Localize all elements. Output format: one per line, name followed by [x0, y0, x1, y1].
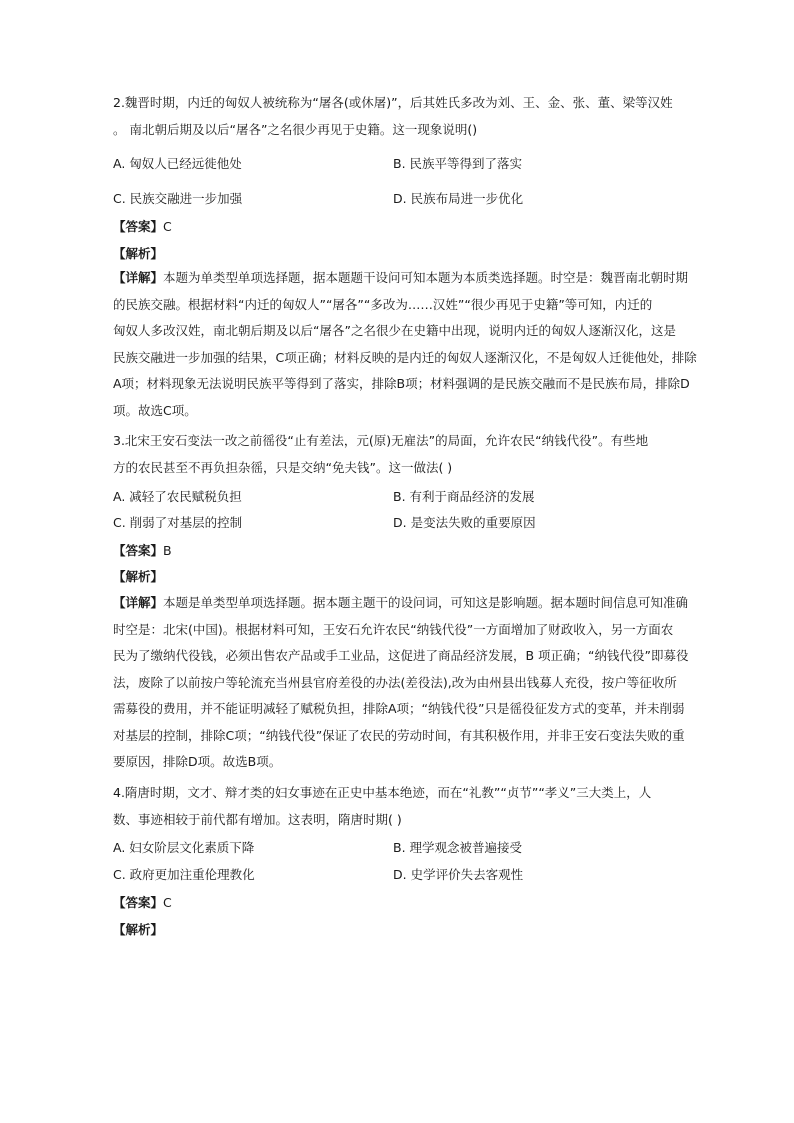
- question-2-options-row-2: [113, 189, 693, 213]
- answer-value: B: [163, 543, 172, 558]
- question-4-option-d: D. 史学评价失去客观性: [393, 867, 524, 882]
- question-2-option-c: C. 民族交融进一步加强: [113, 191, 243, 206]
- answer-label: 【答案】: [113, 895, 164, 910]
- question-4-line-1: 4.隋唐时期，文才、辩才类的妇女事迹在正史中基本绝迹，而在“礼教”“贞节”“孝义”三大类上，人: [113, 785, 652, 800]
- question-2-stem: [113, 90, 686, 143]
- question-3-stem: [113, 428, 686, 481]
- question-3-line-1: 3.北宋王安石变法一改之前徭役“止有差法，元(原)无雇法”的局面，允许农民“纳钱代役”。有些地: [113, 433, 649, 448]
- detail-line: 项。故选C项。: [113, 402, 197, 418]
- question-2-option-d: D. 民族布局进一步优化: [393, 191, 524, 206]
- question-4-analysis-label: 【解析】: [113, 922, 164, 937]
- detail-line: 匈奴人多改汉姓，南北朝后期及以后“屠各”之名很少在史籍中出现，说明内迁的匈奴人逐渐汉化，这是: [113, 323, 676, 338]
- detail-line: A项；材料现象无法说明民族平等得到了落实，排除B项；材料强调的是民族交融而不是民族布局，排除D: [113, 376, 690, 391]
- question-2-option-a: A. 匈奴人已经远徙他处: [113, 156, 242, 171]
- detail-line: 民为了缴纳代役钱，必须出售农产品或手工业品，这促进了商品经济发展，B 项正确；“纳钱代役”即募役: [113, 648, 689, 663]
- question-2-analysis-label: 【解析】: [113, 246, 164, 261]
- question-2-answer: [113, 217, 172, 235]
- question-4-stem: [113, 780, 686, 833]
- question-4-option-a: A. 妇女阶层文化素质下降: [113, 840, 255, 855]
- detail-line: 需募役的费用，并不能证明减轻了赋税负担，排除A项；“纳钱代役”只是徭役征发方式的变革，并未削弱: [113, 701, 685, 716]
- detail-line: 要原因，排除D项。故选B项。: [113, 754, 282, 769]
- question-3-analysis-label: 【解析】: [113, 569, 164, 584]
- detail-line: 的民族交融。根据材料“内迁的匈奴人”“屠各”“多改为……汉姓”“很少再见于史籍”等可知，内迁的: [113, 296, 653, 312]
- question-2-options-row-1: [113, 154, 693, 178]
- question-4-option-b: B. 理学观念被普遍接受: [393, 840, 523, 855]
- question-4-option-c: C. 政府更加注重伦理教化: [113, 867, 255, 882]
- answer-label: 【答案】: [113, 543, 164, 558]
- detail-label: 【详解】: [113, 595, 164, 610]
- answer-value: C: [163, 219, 172, 234]
- detail-line: 时空是：北宋(中国)。根据材料可知，王安石允许农民“纳钱代役”一方面增加了财政收入，另一方面农: [113, 621, 674, 637]
- question-2-line-2: 。 南北朝后期及以后“屠各”之名很少再见于史籍。这一现象说明(): [113, 121, 478, 137]
- question-2-option-b: B. 民族平等得到了落实: [393, 156, 523, 171]
- question-3-option-b: B. 有利于商品经济的发展: [393, 489, 535, 504]
- answer-label: 【答案】: [113, 219, 164, 234]
- detail-label: 【详解】: [113, 270, 164, 285]
- answer-value: C: [163, 895, 172, 910]
- detail-line: 【详解】本题为单类型单项选择题，据本题题干设问可知本题为本质类选择题。时空是：魏晋南北朝时期: [113, 270, 689, 285]
- detail-line: 法，废除了以前按户等轮流充当州县官府差役的办法(差役法),改为由州县出钱募人充役，按户等征收所: [113, 674, 677, 690]
- question-2-line-1: 2.魏晋时期，内迁的匈奴人被统称为“屠各(或休屠)”，后其姓氏多改为刘、王、金、张、董、梁等汉姓: [113, 95, 673, 110]
- question-3-answer: [113, 541, 172, 559]
- detail-line: 对基层的控制，排除C项；“纳钱代役”保证了农民的劳动时间，有其积极作用，并非王安石变法失败的重: [113, 727, 685, 743]
- question-3-detail: [113, 590, 689, 776]
- question-4-options-row-1: [113, 838, 693, 862]
- detail-line: 民族交融进一步加强的结果，C项正确；材料反映的是内迁的匈奴人逐渐汉化，不是匈奴人迁徙他处，排除: [113, 349, 697, 365]
- question-3-line-2: 方的农民甚至不再负担杂徭，只是交纳“免夫钱”。这一做法( ): [113, 459, 453, 475]
- question-3-options-row-2: [113, 513, 693, 537]
- question-4-options-row-2: [113, 865, 693, 889]
- question-2-detail: [113, 265, 697, 424]
- detail-line: 【详解】本题是单类型单项选择题。据本题主题干的设问词，可知这是影响题。据本题时间信息可知准确: [113, 595, 689, 610]
- question-3-options-row-1: [113, 487, 693, 511]
- question-4-line-2: 数、事迹相较于前代都有增加。这表明，隋唐时期( ): [113, 811, 402, 827]
- question-3-option-d: D. 是变法失败的重要原因: [393, 515, 536, 530]
- question-3-option-a: A. 减轻了农民赋税负担: [113, 489, 242, 504]
- question-3-option-c: C. 削弱了对基层的控制: [113, 515, 243, 530]
- question-4-answer: [113, 893, 172, 911]
